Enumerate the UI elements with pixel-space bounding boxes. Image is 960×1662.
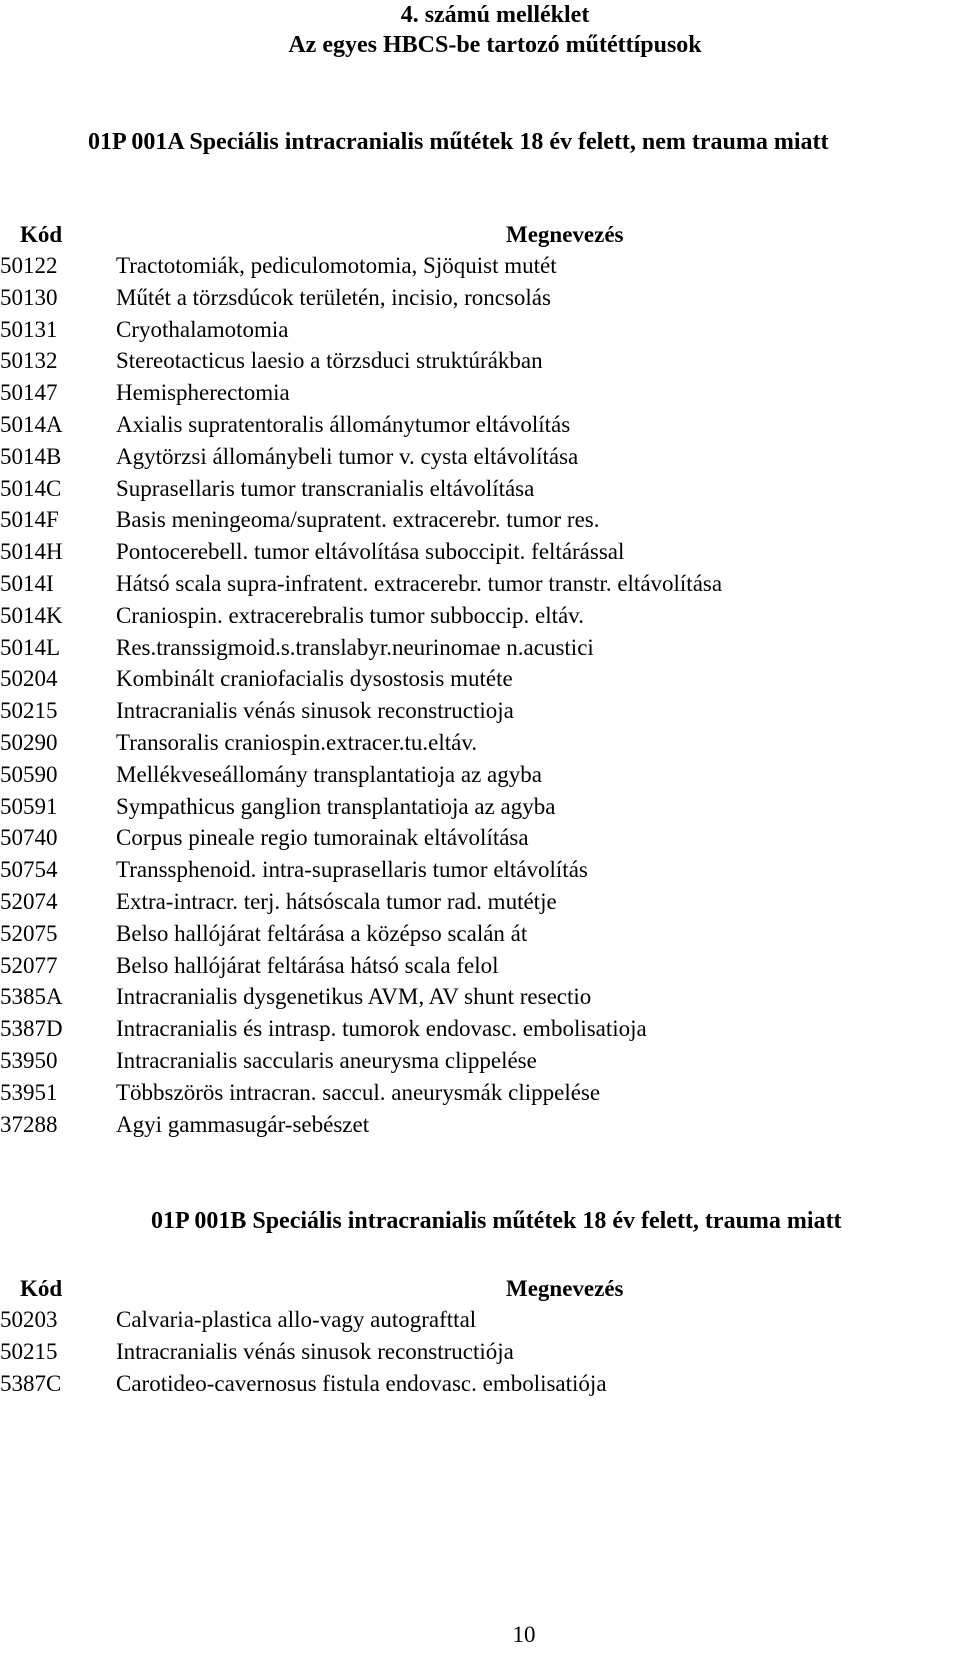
procedure-code: 50203	[0, 1307, 58, 1332]
procedure-code: 50215	[0, 1339, 58, 1364]
procedure-code: 5014A	[0, 411, 63, 437]
procedure-name: Calvaria-plastica allo-vagy autografttal	[116, 1307, 477, 1332]
table-row	[0, 1109, 960, 1141]
procedure-name: Pontocerebell. tumor eltávolítása suboccipit. feltárással	[116, 539, 625, 565]
procedure-name: Agyi gammasugár-sebészet	[116, 1111, 370, 1137]
procedure-code: 5014L	[0, 634, 61, 660]
table-row	[0, 1336, 960, 1368]
annex-subtitle: Az egyes HBCS-be tartozó műtéttípusok	[288, 32, 702, 58]
table-body	[0, 250, 960, 1140]
table-row	[0, 536, 960, 568]
procedure-name: Suprasellaris tumor transcranialis eltávolítása	[116, 475, 535, 501]
procedure-code: 50215	[0, 698, 58, 724]
table-row	[0, 695, 960, 727]
procedure-code: 50590	[0, 761, 58, 787]
procedure-code: 52075	[0, 920, 58, 946]
procedure-name: Többszörös intracran. saccul. aneurysmák clippelése	[116, 1079, 601, 1105]
procedure-code: 5014B	[0, 443, 62, 469]
column-header-name: Megnevezés	[506, 222, 624, 247]
procedure-name: Craniospin. extracerebralis tumor subboccip. eltáv.	[116, 602, 584, 628]
procedure-code: 53951	[0, 1079, 58, 1105]
table-row	[0, 1013, 960, 1045]
procedure-name: Intracranialis vénás sinusok reconstructiója	[116, 1339, 514, 1364]
procedure-name: Hemispherectomia	[116, 380, 290, 406]
table-row	[0, 918, 960, 950]
table-row	[0, 600, 960, 632]
procedure-code: 52074	[0, 888, 58, 914]
procedure-name: Kombinált craniofacialis dysostosis mutéte	[116, 666, 513, 692]
procedure-code: 50591	[0, 793, 58, 819]
procedure-code: 50147	[0, 380, 58, 406]
procedure-code: 5014H	[0, 539, 63, 565]
procedure-table-001b	[0, 1273, 960, 1400]
procedure-code: 52077	[0, 952, 58, 978]
procedure-name: Sympathicus ganglion transplantatioja az agyba	[116, 793, 556, 819]
procedure-name: Axialis supratentoralis állománytumor eltávolítás	[116, 411, 571, 437]
table-row	[0, 314, 960, 346]
procedure-code: 50204	[0, 666, 58, 692]
procedure-name: Extra-intracr. terj. hátsóscala tumor rad. mutétje	[116, 888, 557, 914]
table-row	[0, 632, 960, 664]
procedure-name: Stereotacticus laesio a törzsduci struktúrákban	[116, 348, 543, 374]
procedure-code: 50740	[0, 825, 58, 851]
table-row	[0, 1045, 960, 1077]
procedure-code: 50290	[0, 729, 58, 755]
table-row	[0, 377, 960, 409]
table-row	[0, 791, 960, 823]
page-number: 10	[512, 1622, 536, 1647]
table-row	[0, 568, 960, 600]
procedure-name: Belso hallójárat feltárása hátsó scala felol	[116, 952, 499, 978]
table-row	[0, 345, 960, 377]
procedure-code: 50122	[0, 253, 58, 278]
procedure-name: Intracranialis dysgenetikus AVM, AV shunt resectio	[116, 984, 592, 1010]
procedure-code: 5387C	[0, 1371, 62, 1396]
procedure-code: 50754	[0, 857, 58, 883]
column-header-code: Kód	[20, 1276, 63, 1301]
table-row	[0, 1368, 960, 1400]
table-row	[0, 282, 960, 314]
procedure-name: Corpus pineale regio tumorainak eltávolítása	[116, 825, 529, 851]
procedure-name: Intracranialis saccularis aneurysma clippelése	[116, 1047, 537, 1073]
procedure-name: Mellékveseállomány transplantatioja az agyba	[116, 761, 542, 787]
table-row	[0, 250, 960, 282]
procedure-code: 53950	[0, 1047, 58, 1073]
procedure-name: Műtét a törzsdúcok területén, incisio, roncsolás	[116, 284, 551, 310]
procedure-name: Agytörzsi állománybeli tumor v. cysta eltávolítása	[116, 443, 579, 469]
table-row	[0, 854, 960, 886]
procedure-code: 5014K	[0, 602, 63, 628]
procedure-name: Intracranialis és intrasp. tumorok endovasc. embolisatioja	[116, 1016, 647, 1042]
procedure-name: Res.transsigmoid.s.translabyr.neurinomae n.acustici	[116, 634, 594, 660]
table-row	[0, 504, 960, 536]
table-row	[0, 1304, 960, 1336]
procedure-name: Hátsó scala supra-infratent. extracerebr. tumor transtr. eltávolítása	[116, 570, 723, 596]
procedure-code: 5014F	[0, 507, 59, 533]
table-row	[0, 473, 960, 505]
section-heading-001b: 01P 001B Speciális intracranialis műtétek 18 év felett, trauma miatt	[151, 1208, 842, 1234]
procedure-code: 50132	[0, 348, 58, 374]
table-row	[0, 981, 960, 1013]
column-header-name: Megnevezés	[506, 1276, 624, 1301]
procedure-name: Transsphenoid. intra-suprasellaris tumor eltávolítás	[116, 857, 588, 883]
table-header	[0, 1273, 960, 1304]
annex-number: 4. számú melléklet	[400, 2, 590, 28]
table-body	[0, 1304, 960, 1400]
table-row	[0, 759, 960, 791]
table-row	[0, 950, 960, 982]
procedure-name: Intracranialis vénás sinusok reconstructioja	[116, 698, 514, 724]
procedure-name: Tractotomiák, pediculomotomia, Sjöquist mutét	[116, 253, 557, 278]
table-row	[0, 886, 960, 918]
procedure-name: Basis meningeoma/supratent. extracerebr. tumor res.	[116, 507, 600, 533]
table-row	[0, 822, 960, 854]
column-header-code: Kód	[20, 222, 63, 247]
procedure-code: 5014C	[0, 475, 62, 501]
table-header	[0, 219, 960, 250]
section-heading-001a: 01P 001A Speciális intracranialis műtétek 18 év felett, nem trauma miatt	[88, 129, 829, 155]
procedure-code: 5387D	[0, 1016, 63, 1042]
procedure-code: 50131	[0, 316, 58, 342]
procedure-name: Belso hallójárat feltárása a középso scalán át	[116, 920, 528, 946]
procedure-code: 5385A	[0, 984, 63, 1010]
table-row	[0, 1077, 960, 1109]
procedure-table-001a	[0, 219, 960, 1140]
procedure-code: 37288	[0, 1111, 58, 1137]
procedure-code: 5014I	[0, 570, 54, 596]
table-row	[0, 727, 960, 759]
procedure-code: 50130	[0, 284, 58, 310]
procedure-name: Transoralis craniospin.extracer.tu.eltáv.	[116, 729, 478, 755]
procedure-name: Carotideo-cavernosus fistula endovasc. embolisatiója	[116, 1371, 607, 1396]
table-row	[0, 409, 960, 441]
procedure-name: Cryothalamotomia	[116, 316, 289, 342]
table-row	[0, 663, 960, 695]
table-row	[0, 441, 960, 473]
